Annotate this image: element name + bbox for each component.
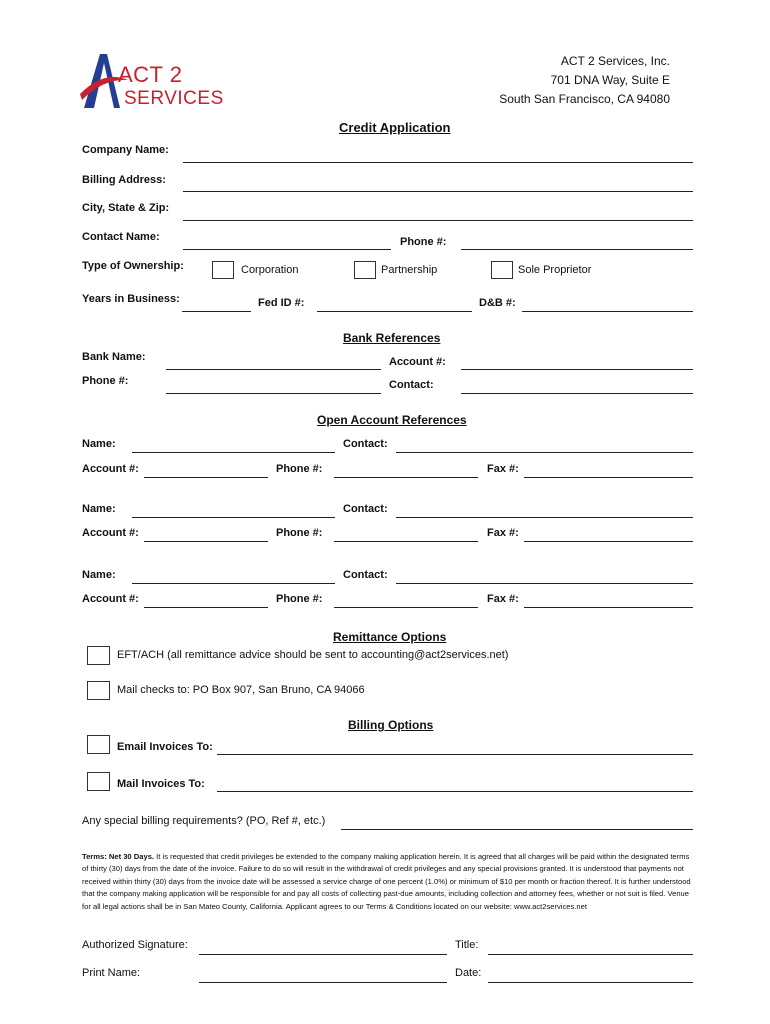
dnb-label: D&B #: <box>479 297 516 309</box>
fed-id-label: Fed ID #: <box>258 297 305 309</box>
ref3-phone-label: Phone #: <box>276 593 323 605</box>
mail-invoices-label: Mail Invoices To: <box>117 778 205 790</box>
years-in-business-field[interactable] <box>182 311 251 312</box>
mail-checks-checkbox[interactable] <box>87 681 110 700</box>
ref1-name-label: Name: <box>82 438 116 450</box>
ref3-phone-field[interactable] <box>334 607 478 608</box>
page-title: Credit Application <box>339 120 451 135</box>
ref3-contact-label: Contact: <box>343 569 388 581</box>
ref1-phone-label: Phone #: <box>276 463 323 475</box>
city-state-zip-field[interactable] <box>183 220 693 221</box>
terms-paragraph <box>82 851 694 913</box>
eft-ach-checkbox[interactable] <box>87 646 110 665</box>
bank-account-label: Account #: <box>389 356 446 368</box>
ref2-phone-label: Phone #: <box>276 527 323 539</box>
ownership-label: Type of Ownership: <box>82 260 184 272</box>
ref2-phone-field[interactable] <box>334 541 478 542</box>
company-city: South San Francisco, CA 94080 <box>499 92 670 106</box>
title-label: Title: <box>455 939 479 951</box>
email-invoices-checkbox[interactable] <box>87 735 110 754</box>
ref1-fax-field[interactable] <box>524 477 693 478</box>
remittance-options-title: Remittance Options <box>333 630 447 644</box>
ref2-fax-label: Fax #: <box>487 527 519 539</box>
contact-name-label: Contact Name: <box>82 231 160 243</box>
contact-name-field[interactable] <box>183 249 391 250</box>
special-billing-label: Any special billing requirements? (PO, Ref #, etc.) <box>82 815 326 827</box>
ref2-name-field[interactable] <box>132 517 335 518</box>
date-label: Date: <box>455 967 482 979</box>
ref2-contact-label: Contact: <box>343 503 388 515</box>
corporation-label: Corporation <box>241 264 299 276</box>
logo-text-act2: ACT 2 <box>118 62 183 87</box>
bank-references-title: Bank References <box>343 331 441 345</box>
company-name: ACT 2 Services, Inc. <box>560 54 670 68</box>
open-account-references-title: Open Account References <box>317 413 467 427</box>
company-logo <box>80 50 224 112</box>
billing-address-field[interactable] <box>183 191 693 192</box>
company-name-label: Company Name: <box>82 144 169 156</box>
mail-checks-label: Mail checks to: PO Box 907, San Bruno, CA 94066 <box>117 684 365 696</box>
ref3-name-label: Name: <box>82 569 116 581</box>
bank-contact-label: Contact: <box>389 379 434 391</box>
special-billing-field[interactable] <box>341 829 693 830</box>
ref2-name-label: Name: <box>82 503 116 515</box>
phone-label: Phone #: <box>400 236 447 248</box>
ref3-fax-label: Fax #: <box>487 593 519 605</box>
authorized-signature-label: Authorized Signature: <box>82 939 188 951</box>
authorized-signature-field[interactable] <box>199 954 447 955</box>
ref1-name-field[interactable] <box>132 452 335 453</box>
company-street: 701 DNA Way, Suite E <box>550 73 670 87</box>
ref1-account-label: Account #: <box>82 463 139 475</box>
ref1-account-field[interactable] <box>144 477 268 478</box>
ref2-account-field[interactable] <box>144 541 268 542</box>
ref3-contact-field[interactable] <box>396 583 693 584</box>
bank-name-field[interactable] <box>166 369 381 370</box>
company-address <box>499 52 670 109</box>
ref2-contact-field[interactable] <box>396 517 693 518</box>
terms-lead: Terms: Net 30 Days. <box>82 852 155 861</box>
partnership-checkbox[interactable] <box>354 261 376 279</box>
mail-invoices-field[interactable] <box>217 791 693 792</box>
ref1-contact-label: Contact: <box>343 438 388 450</box>
bank-phone-label: Phone #: <box>82 375 129 387</box>
years-in-business-label: Years in Business: <box>82 293 180 305</box>
ref3-fax-field[interactable] <box>524 607 693 608</box>
title-field[interactable] <box>488 954 693 955</box>
bank-account-field[interactable] <box>461 369 693 370</box>
fed-id-field[interactable] <box>317 311 472 312</box>
terms-body: It is requested that credit privileges be extended to the company making application herein. It is agreed that all charges will be paid within the designated terms of thirty (30) days from the date of the invoice. Failure to do so will result in the withdrawal of credit privileges and any special provisions granted. It is understood that payments not received within thirty (30) days from the invoice date will be assessed a service charge of one percent (1.0%) or minimum of $10 per month or fraction thereof. It is further understood that the company making application will be responsible for and pay all costs of collecting past-due amounts, including collection and attorney fees, whether or not suit is filed. Venue for all legal actions shall be in San Mateo County, California. Applicant agrees to our Terms & Conditions located on our website: www.act2services.net <box>82 852 691 911</box>
phone-field[interactable] <box>461 249 693 250</box>
date-field[interactable] <box>488 982 693 983</box>
ref3-account-label: Account #: <box>82 593 139 605</box>
logo-text-services: SERVICES <box>124 88 224 109</box>
mail-invoices-checkbox[interactable] <box>87 772 110 791</box>
ref1-contact-field[interactable] <box>396 452 693 453</box>
ref2-fax-field[interactable] <box>524 541 693 542</box>
ref3-account-field[interactable] <box>144 607 268 608</box>
email-invoices-label: Email Invoices To: <box>117 741 213 753</box>
bank-name-label: Bank Name: <box>82 351 146 363</box>
print-name-field[interactable] <box>199 982 447 983</box>
dnb-field[interactable] <box>522 311 693 312</box>
ref3-name-field[interactable] <box>132 583 335 584</box>
partnership-label: Partnership <box>381 264 438 276</box>
sole-proprietor-label: Sole Proprietor <box>518 264 592 276</box>
email-invoices-field[interactable] <box>217 754 693 755</box>
ref1-fax-label: Fax #: <box>487 463 519 475</box>
bank-phone-field[interactable] <box>166 393 381 394</box>
city-state-zip-label: City, State & Zip: <box>82 202 170 214</box>
eft-ach-label: EFT/ACH (all remittance advice should be sent to accounting@act2services.net) <box>117 649 509 661</box>
billing-address-label: Billing Address: <box>82 174 166 186</box>
print-name-label: Print Name: <box>82 967 141 979</box>
bank-contact-field[interactable] <box>461 393 693 394</box>
billing-options-title: Billing Options <box>348 718 434 732</box>
company-name-field[interactable] <box>183 162 693 163</box>
sole-proprietor-checkbox[interactable] <box>491 261 513 279</box>
ref1-phone-field[interactable] <box>334 477 478 478</box>
corporation-checkbox[interactable] <box>212 261 234 279</box>
ref2-account-label: Account #: <box>82 527 139 539</box>
